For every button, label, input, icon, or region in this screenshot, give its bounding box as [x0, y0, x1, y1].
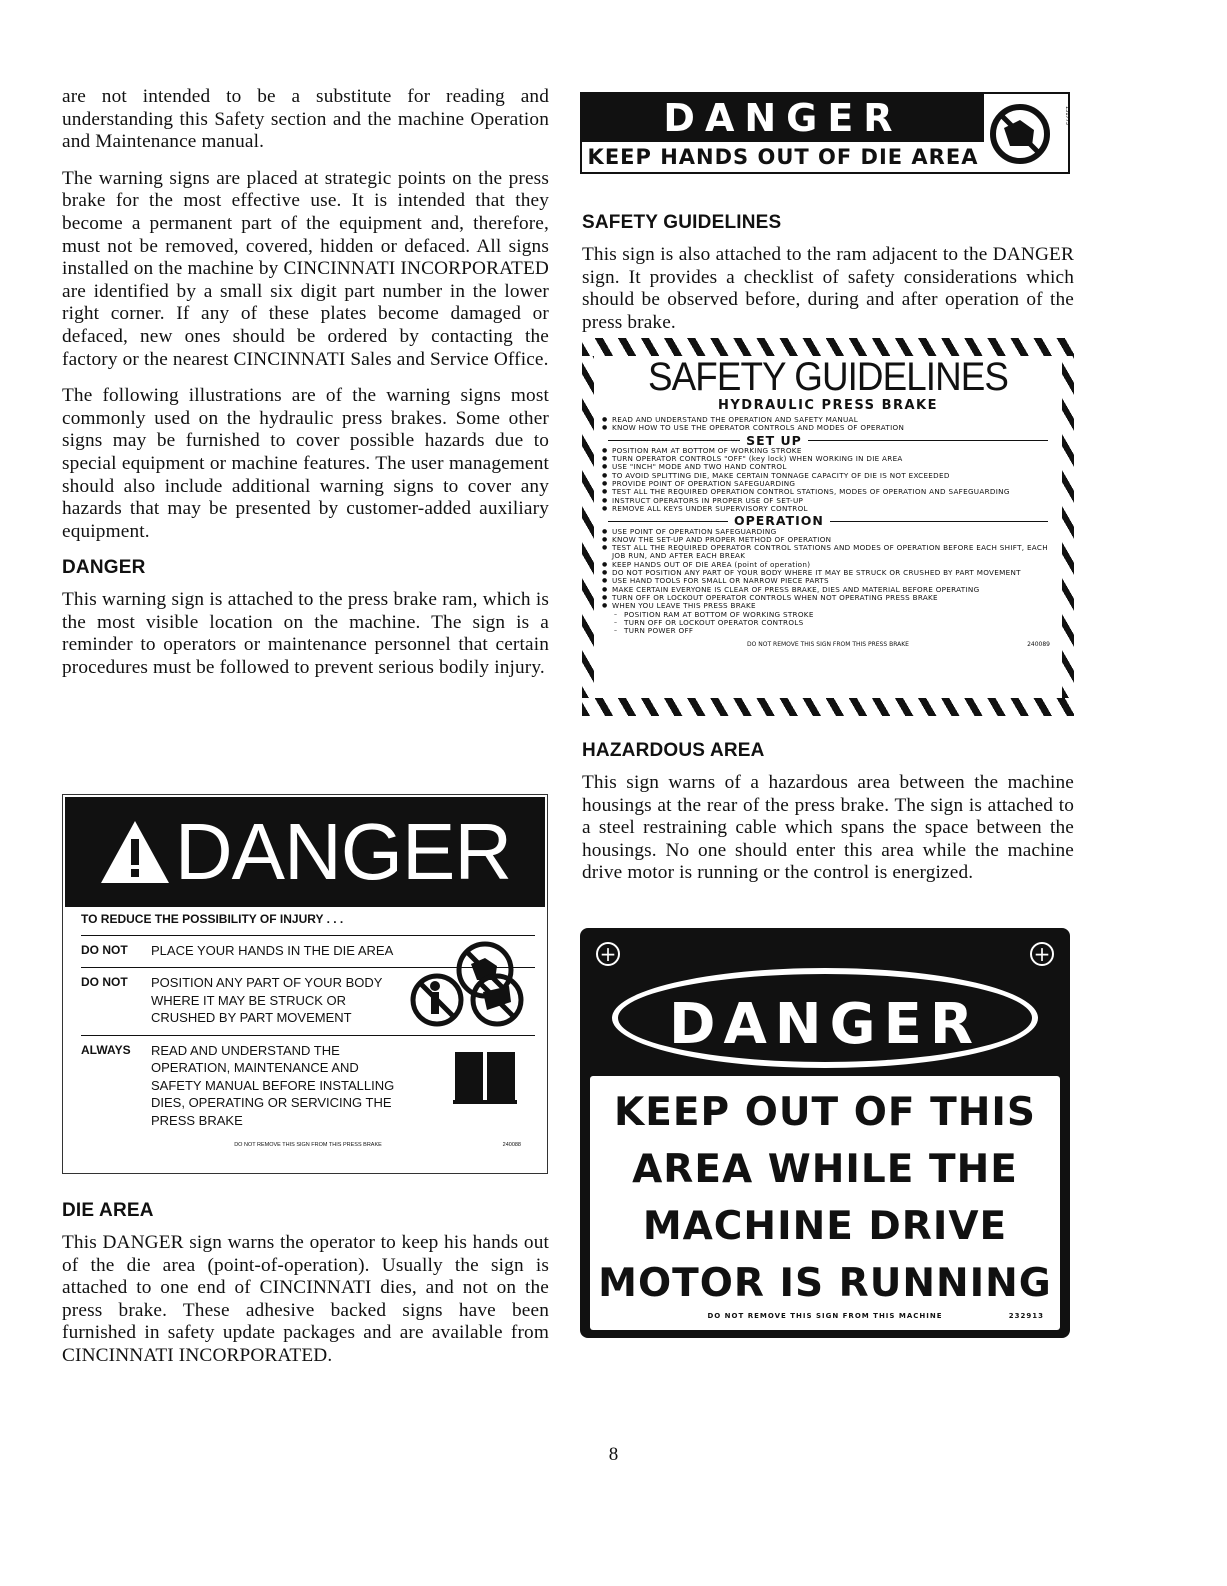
mount-hole-icon: + — [596, 942, 620, 966]
list-item: ● POSITION RAM AT BOTTOM OF WORKING STROKE — [602, 447, 1054, 455]
paragraph-danger: This warning sign is attached to the press brake ram, which is the most visible location on the machine. The sign is a reminder to operators or maintenance personnel that certain procedures must be followed to prevent serious bodily injury. — [62, 589, 549, 679]
list-item: ● KEEP HANDS OUT OF DIE AREA (point of operation) — [602, 561, 1054, 569]
list-item: ● INSTRUCT OPERATORS IN PROPER USE OF SET-UP — [602, 497, 1054, 505]
hazard-line: MACHINE DRIVE — [642, 1204, 1008, 1249]
list-subitem: – POSITION RAM AT BOTTOM OF WORKING STROKE — [602, 611, 1054, 619]
hazard-sign-footer — [590, 1312, 1060, 1320]
operation-list — [602, 528, 1054, 636]
heading-danger: DANGER — [62, 557, 146, 579]
list-item: ● TEST ALL THE REQUIRED OPERATION CONTROL STATIONS, MODES OF OPERATION AND SAFEGUARDING — [602, 488, 1054, 496]
list-item: ● TURN OFF OR LOCKOUT OPERATOR CONTROLS WHEN NOT OPERATING PRESS BRAKE — [602, 594, 1054, 602]
danger-sign — [62, 794, 548, 1174]
guidelines-title: SAFETY GUIDELINES — [648, 355, 1008, 399]
footer-text: DO NOT REMOVE THIS SIGN FROM THIS PRESS BRAKE — [747, 641, 909, 649]
list-item: ● REMOVE ALL KEYS UNDER SUPERVISORY CONTROL — [602, 505, 1054, 513]
list-item: ● USE HAND TOOLS FOR SMALL OR NARROW PIECE PARTS — [602, 577, 1054, 585]
hazard-line: AREA WHILE THE — [632, 1147, 1018, 1192]
guidelines-subtitle: HYDRAULIC PRESS BRAKE — [717, 398, 939, 413]
keep-hands-text: KEEP HANDS OUT OF DIE AREA — [587, 145, 979, 169]
list-item: ● WHEN YOU LEAVE THIS PRESS BRAKE — [602, 602, 1054, 610]
list-subitem: – TURN POWER OFF — [602, 627, 1054, 635]
mount-hole-icon: + — [1030, 942, 1054, 966]
row-text: PLACE YOUR HANDS IN THE DIE AREA — [151, 942, 394, 958]
row-key: DO NOT — [81, 975, 128, 989]
danger-sign-footer — [81, 1137, 535, 1155]
hazard-stripe — [582, 698, 1074, 716]
row-key: DO NOT — [81, 942, 128, 957]
guidelines-footer — [602, 641, 1054, 649]
paragraph-hazardous-area: This sign warns of a hazardous area between the machine housings at the rear of the press brake. The sign is attached to a steel restraining cable which spans the space between the housings. No one should enter this area while the machine drive motor is running or the control is energized. — [582, 772, 1074, 884]
heading-die-area: DIE AREA — [62, 1200, 154, 1221]
heading-safety-guidelines: SAFETY GUIDELINES — [582, 212, 782, 233]
hazard-sign-panel — [590, 1076, 1060, 1330]
safety-guidelines-sign — [582, 338, 1074, 716]
danger-sign-header — [65, 797, 545, 907]
footer-text: DO NOT REMOVE THIS SIGN FROM THIS MACHINE — [707, 1312, 943, 1320]
right-column-bottom — [582, 730, 1074, 899]
left-column — [62, 86, 549, 694]
list-item: ● TURN OPERATOR CONTROLS "OFF" (key lock) WHEN WORKING IN DIE AREA — [602, 455, 1054, 463]
hazard-stripe — [1062, 356, 1074, 698]
hazard-stripe — [582, 338, 1074, 356]
part-number: 240089 — [1027, 641, 1050, 649]
list-item: ● TO AVOID SPLITTING DIE, MAKE CERTAIN TONNAGE CAPACITY OF DIE IS NOT EXCEEDED — [602, 472, 1054, 480]
list-item: ● KNOW THE SET-UP AND PROPER METHOD OF OPERATION — [602, 536, 1054, 544]
danger-sign-row — [81, 935, 535, 968]
keep-hands-title: DANGER — [582, 94, 984, 142]
row-text: POSITION ANY PART OF YOUR BODY WHERE IT MAY BE STRUCK OR CRUSHED BY PART MOVEMENT — [151, 975, 383, 1025]
row-key: ALWAYS — [81, 1042, 131, 1057]
danger-sign-intro: TO REDUCE THE POSSIBILITY OF INJURY . . . — [81, 912, 344, 926]
keep-hands-part-number: 131775 — [1064, 106, 1070, 126]
footer-text: DO NOT REMOVE THIS SIGN FROM THIS PRESS BRAKE — [234, 1142, 382, 1148]
general-list — [602, 416, 1054, 433]
list-item: ● DO NOT POSITION ANY PART OF YOUR BODY WHERE IT MAY BE STRUCK OR CRUSHED BY PART MOVEMENT — [602, 569, 1054, 577]
paragraph-illustrations: The following illustrations are of the warning signs most commonly used on the hydraulic press brakes. Some other signs may be furnished to cover possible hazards due to special equipment or machine features. The user management should also include additional warning signs to cover any hazards that may be presented by customer-added auxiliary equipment. — [62, 385, 549, 542]
part-number: 232913 — [1008, 1312, 1044, 1320]
list-item: ● READ AND UNDERSTAND THE OPERATION AND SAFETY MANUAL — [602, 416, 1054, 424]
paragraph-intro: are not intended to be a substitute for reading and understanding this Safety section and the machine Operation and Maintenance manual. — [62, 86, 549, 153]
list-item: ● USE POINT OF OPERATION SAFEGUARDING — [602, 528, 1054, 536]
list-item: ● USE "INCH" MODE AND TWO HAND CONTROL — [602, 463, 1054, 471]
no-body-icon — [409, 972, 465, 1028]
hazard-sign — [580, 928, 1070, 1338]
danger-sign-row — [81, 1035, 535, 1138]
hazard-stripe — [582, 356, 594, 698]
section-title: SET UP — [746, 432, 802, 448]
hazard-line: KEEP OUT OF THIS — [614, 1090, 1036, 1135]
setup-heading — [602, 432, 1054, 448]
section-title: OPERATION — [733, 513, 824, 529]
list-item: ● KNOW HOW TO USE THE OPERATOR CONTROLS AND MODES OF OPERATION — [602, 424, 1054, 432]
paragraph-die-area: This DANGER sign warns the operator to keep his hands out of the die area (point-of-operation). Usually the sign is attached to one end of CINCINNATI dies, and not on the press brake. These adhesive backed signs have been furnished in safety update packages and are available from CINCINNATI INCORPORATED. — [62, 1232, 549, 1366]
paragraph-warning-signs: The warning signs are placed at strategic points on the press brake for the most effective use. It is intended that they become a permanent part of the equipment and, therefore, must not be removed, covered, hidden or defaced. All signs installed on the machine by CINCINNATI INCORPORATED are identified by a small six digit part number in the lower right corner. If any of these plates become damaged or defaced, new ones should be ordered by contacting the factory or the nearest CINCINNATI Sales and Service Office. — [62, 167, 549, 370]
part-number: 240088 — [502, 1142, 521, 1148]
danger-sign-row — [81, 967, 535, 1035]
list-item: ● MAKE CERTAIN EVERYONE IS CLEAR OF PRESS BRAKE, DIES AND MATERIAL BEFORE OPERATING — [602, 586, 1054, 594]
warning-triangle-icon — [99, 819, 171, 885]
keep-hands-sign — [580, 92, 1070, 174]
page-number: 8 — [608, 1444, 619, 1465]
list-subitem: – TURN OFF OR LOCKOUT OPERATOR CONTROLS — [602, 619, 1054, 627]
danger-sign-title: DANGER — [174, 807, 512, 896]
list-item: ● PROVIDE POINT OF OPERATION SAFEGUARDING — [602, 480, 1054, 488]
hazard-line: MOTOR IS RUNNING — [598, 1261, 1052, 1306]
no-hands-icon — [988, 98, 1052, 168]
list-item: ● TEST ALL THE REQUIRED OPERATOR CONTROL STATIONS AND MODES OF OPERATION BEFORE EACH SHIFT, EACH JOB RUN, AND AFTER EACH BREAK — [602, 544, 1054, 561]
paragraph-safety-guidelines: This sign is also attached to the ram adjacent to the DANGER sign. It provides a checklist of safety considerations which should be observed before, during and after operation of the press brake. — [582, 244, 1074, 333]
manual-book-icon — [453, 1048, 517, 1106]
no-crush-icon — [469, 972, 525, 1028]
right-column — [582, 202, 1074, 348]
operation-heading — [602, 513, 1054, 529]
hazard-sign-title: DANGER — [668, 992, 982, 1057]
left-column-bottom — [62, 1190, 549, 1382]
row-text: READ AND UNDERSTAND THE OPERATION, MAINTENANCE AND SAFETY MANUAL BEFORE INSTALLING DIES, OPERATING OR SERVICING THE PRESS BRAKE — [151, 1042, 395, 1128]
setup-list — [602, 447, 1054, 513]
heading-hazardous-area: HAZARDOUS AREA — [582, 740, 765, 761]
